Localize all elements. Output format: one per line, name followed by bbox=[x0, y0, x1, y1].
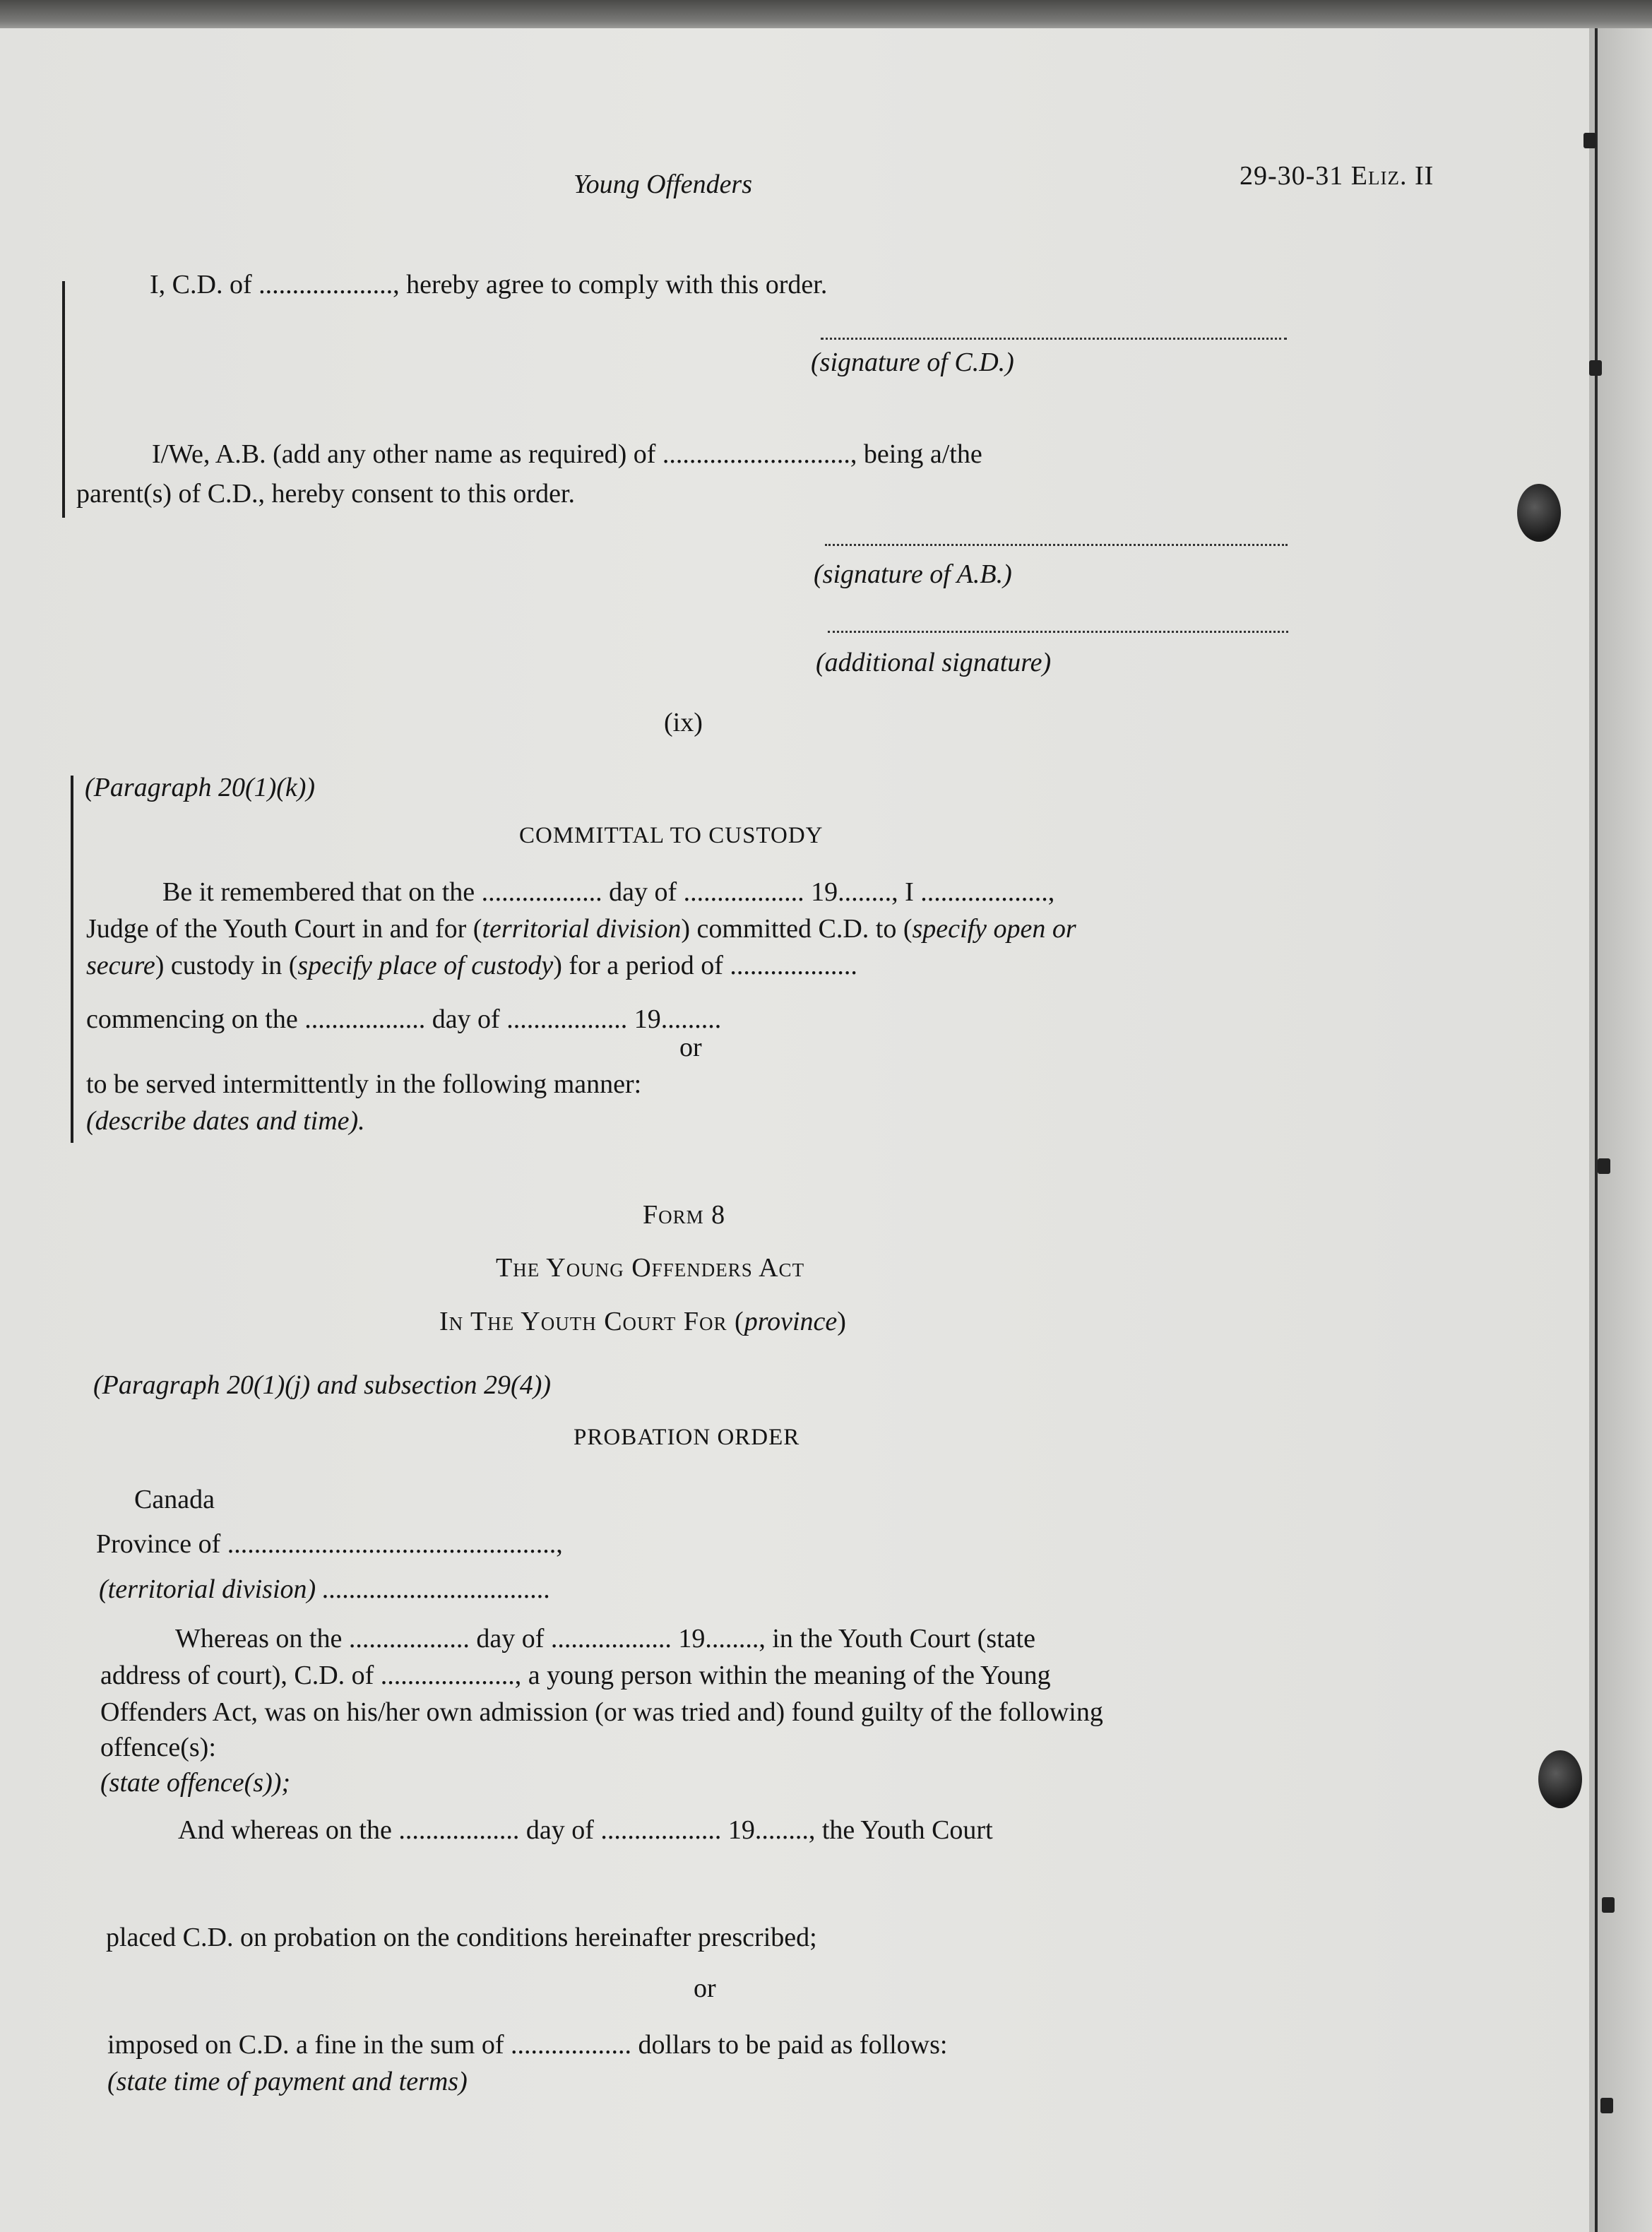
committal-line-1: Be it remembered that on the .................. day of .................. 19........, I ..................., bbox=[162, 877, 1055, 907]
binding-clip bbox=[1600, 2098, 1613, 2113]
binding-clip bbox=[1602, 1897, 1615, 1913]
statute-reference: 29-30-31 Eliz. II bbox=[1240, 161, 1434, 191]
committal-line-6: (describe dates and time). bbox=[86, 1106, 365, 1136]
jurisdiction-canada: Canada bbox=[134, 1485, 215, 1514]
section-heading: PROBATION ORDER bbox=[574, 1425, 800, 1450]
signature-caption-additional: (additional signature) bbox=[816, 648, 1052, 677]
punch-hole bbox=[1538, 1750, 1582, 1808]
section-heading: COMMITTAL TO CUSTODY bbox=[519, 823, 824, 848]
paragraph-reference: (Paragraph 20(1)(k)) bbox=[85, 773, 316, 802]
binding-clip bbox=[1589, 360, 1602, 376]
binding-edge bbox=[1589, 28, 1652, 2232]
act-title: The Young Offenders Act bbox=[496, 1253, 805, 1283]
agree-line: I, C.D. of ...................., hereby agree to comply with this order. bbox=[150, 270, 828, 299]
whereas-line-4: offence(s): bbox=[100, 1733, 216, 1762]
parent-consent-line-1: I/We, A.B. (add any other name as required) of ............................, being a/the bbox=[152, 439, 982, 469]
and-whereas-line: And whereas on the .................. day of .................. 19........, the Youth Court bbox=[178, 1815, 993, 1845]
form-number: Form 8 bbox=[643, 1200, 726, 1230]
running-title: Young Offenders bbox=[574, 170, 753, 199]
court-line: In The Youth Court For (province) bbox=[439, 1307, 846, 1336]
whereas-line-3: Offenders Act, was on his/her own admission (or was tried and) found guilty of the following bbox=[100, 1697, 1103, 1727]
paragraph-reference: (Paragraph 20(1)(j) and subsection 29(4)) bbox=[93, 1370, 552, 1400]
punch-hole bbox=[1517, 484, 1561, 542]
margin-bar bbox=[62, 281, 65, 518]
binding-clip bbox=[1583, 133, 1596, 148]
signature-caption-ab: (signature of A.B.) bbox=[814, 559, 1012, 589]
whereas-line-1: Whereas on the .................. day of .................. 19........, in the Youth Court (state bbox=[175, 1624, 1035, 1654]
parent-consent-line-2: parent(s) of C.D., hereby consent to this order. bbox=[76, 479, 575, 509]
form-number: (ix) bbox=[664, 708, 703, 737]
committal-line-5: to be served intermittently in the following manner: bbox=[86, 1069, 642, 1099]
or-separator: or bbox=[679, 1033, 702, 1062]
signature-caption-cd: (signature of C.D.) bbox=[811, 348, 1014, 377]
committal-line-4: commencing on the .................. day of .................. 19......... bbox=[86, 1004, 722, 1034]
signature-line-cd bbox=[821, 338, 1287, 340]
committal-line-3: secure) custody in (specify place of custody) for a period of ................... bbox=[86, 951, 857, 980]
placed-on-probation-line: placed C.D. on probation on the conditions hereinafter prescribed; bbox=[106, 1923, 817, 1952]
binding-line bbox=[1595, 28, 1598, 2232]
or-separator: or bbox=[694, 1973, 716, 2003]
territorial-division-line: (territorial division) .................................. bbox=[99, 1574, 551, 1604]
whereas-line-2: address of court), C.D. of ...................., a young person within the meaning of the Young bbox=[100, 1661, 1051, 1690]
signature-line-additional bbox=[828, 631, 1288, 633]
payment-terms-line: (state time of payment and terms) bbox=[107, 2067, 468, 2096]
signature-line-ab bbox=[825, 544, 1288, 546]
province-line: Province of ................................................., bbox=[96, 1529, 563, 1559]
binding-clip bbox=[1598, 1158, 1610, 1174]
fine-line: imposed on C.D. a fine in the sum of .................. dollars to be paid as follows: bbox=[107, 2030, 948, 2060]
committal-line-2: Judge of the Youth Court in and for (territorial division) committed C.D. to (specify open or bbox=[86, 914, 1076, 944]
whereas-line-5: (state offence(s)); bbox=[100, 1768, 291, 1798]
margin-bar bbox=[71, 776, 73, 1143]
